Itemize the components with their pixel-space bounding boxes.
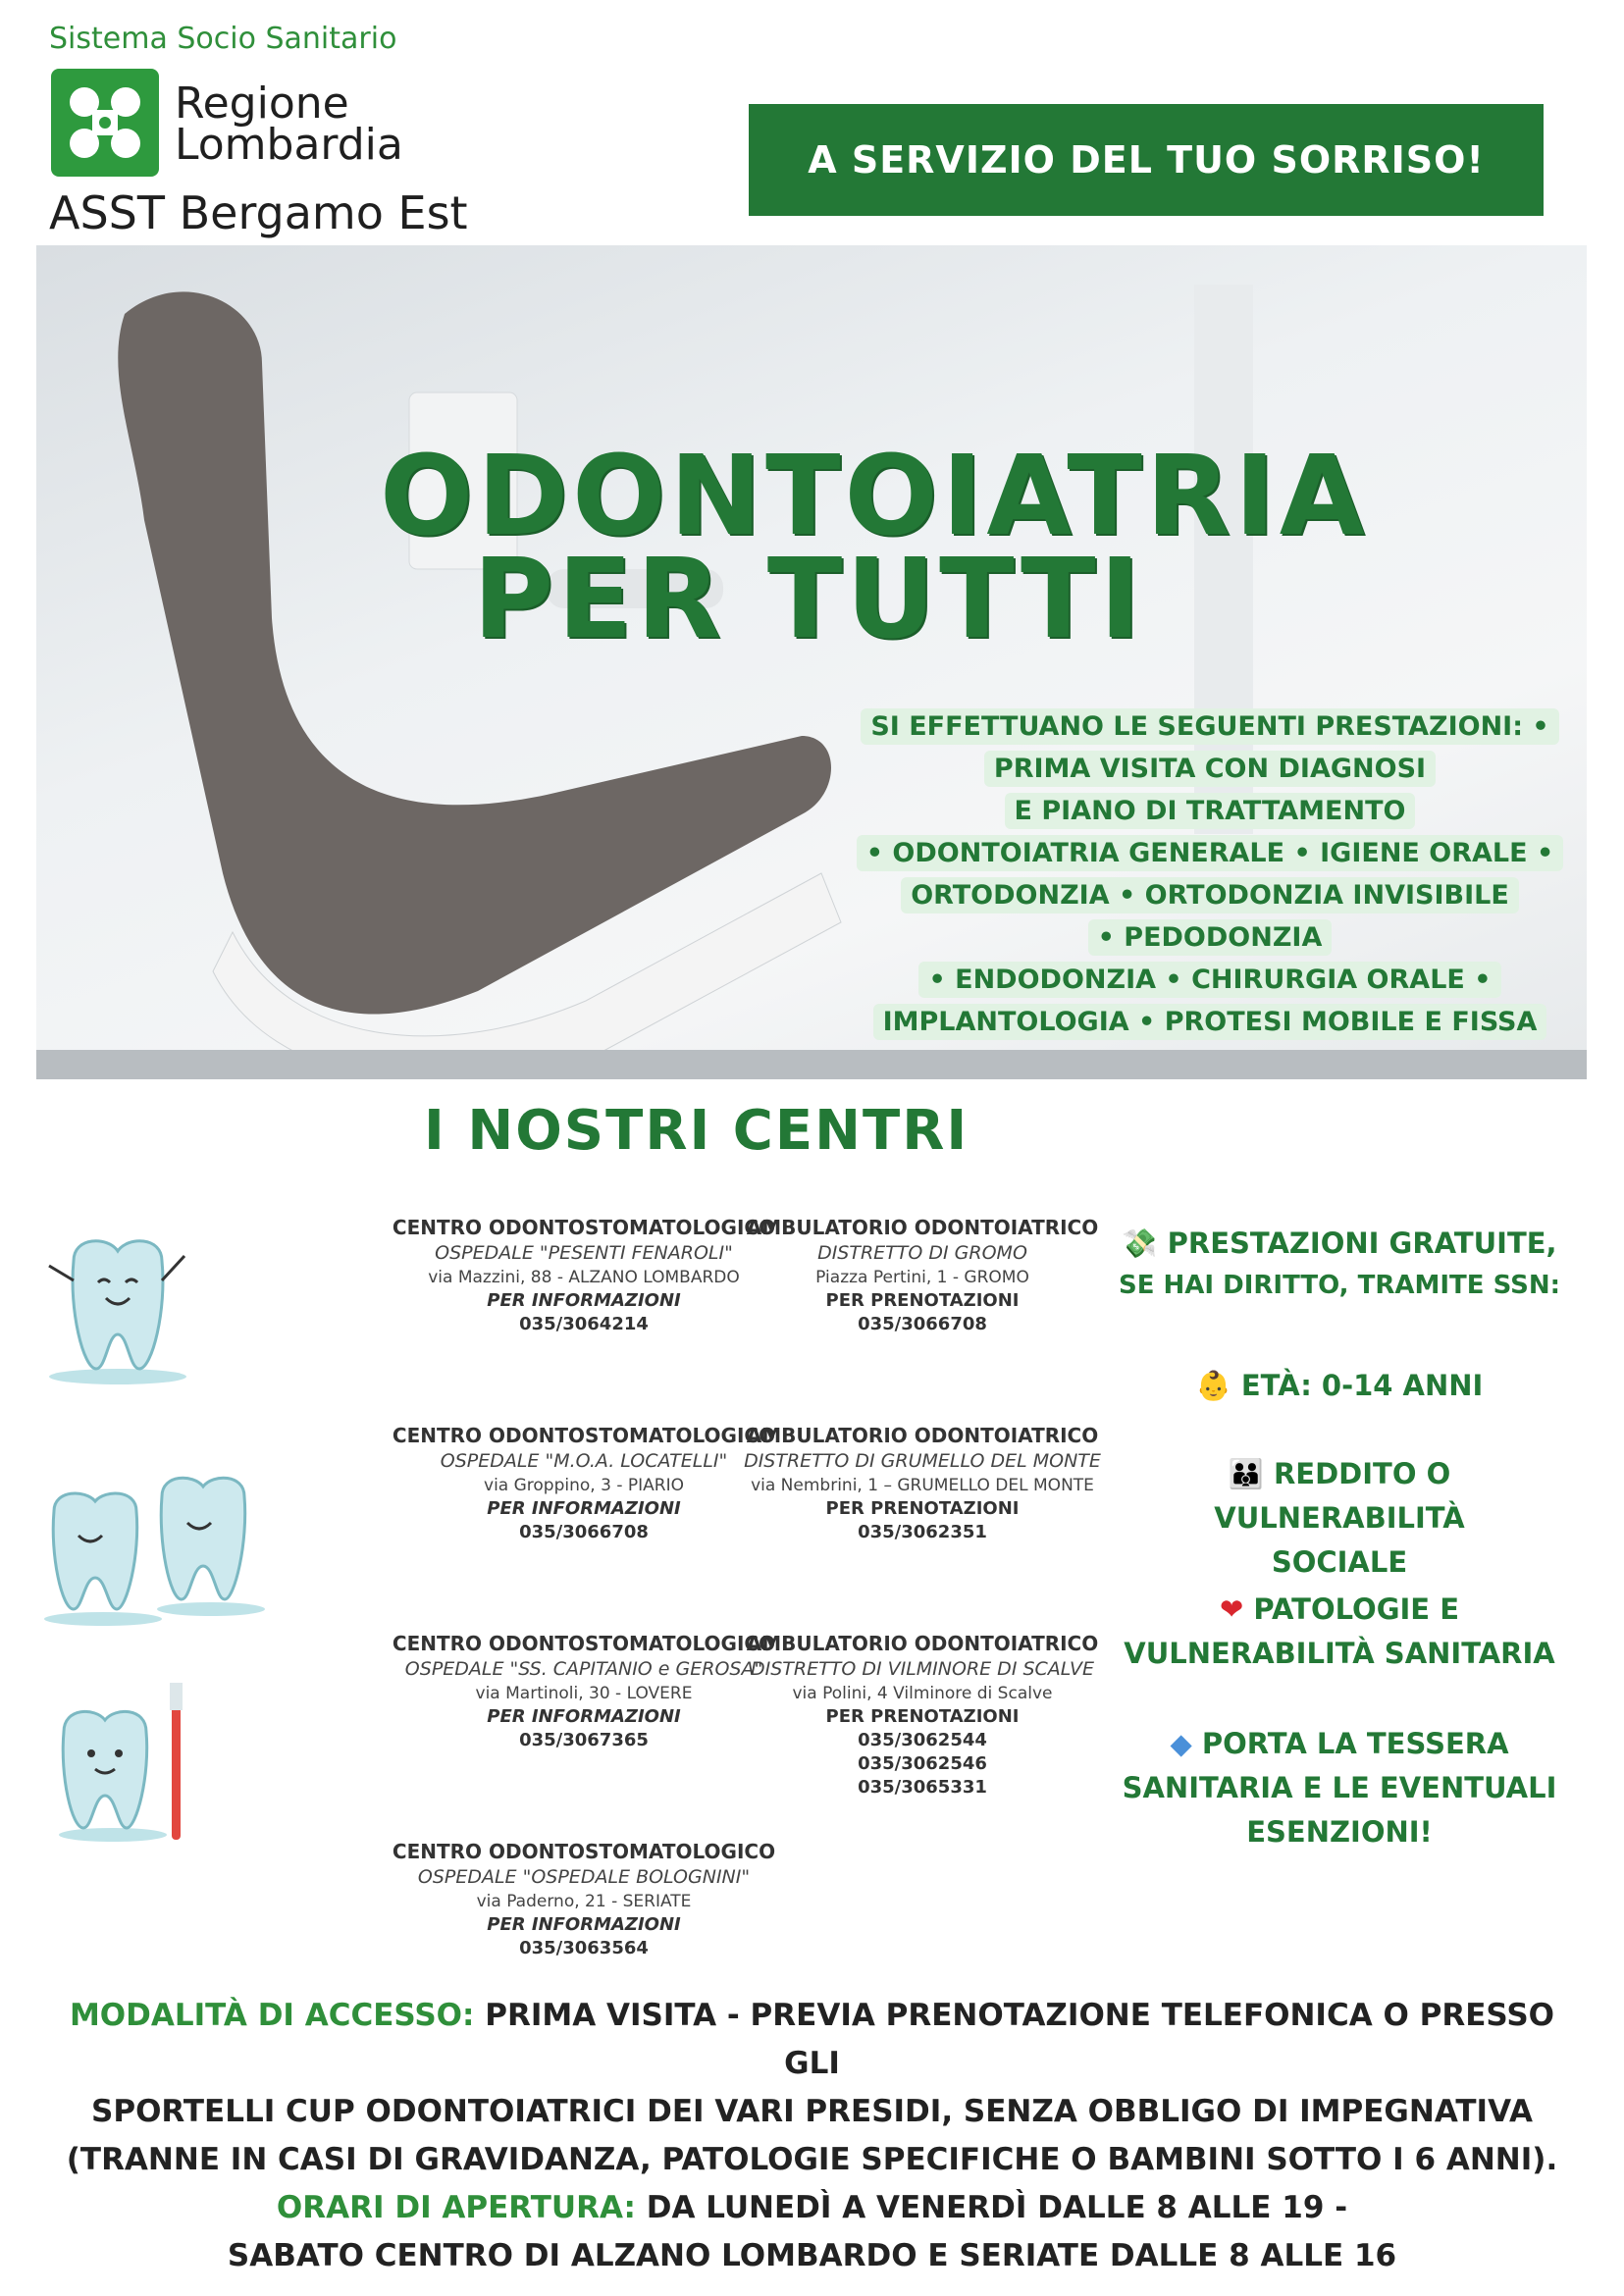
benefit-free-services: 💸 PRESTAZIONI GRATUITE, SE HAI DIRITTO, TRAMITE SSN: bbox=[1118, 1226, 1561, 1300]
center-hospital: OSPEDALE "PESENTI FENAROLI" bbox=[435, 1242, 733, 1264]
service-line: IMPLANTOLOGIA • PROTESI MOBILE E FISSA bbox=[873, 1004, 1547, 1040]
clinic-booking-label: PER PRENOTAZIONI bbox=[825, 1705, 1020, 1727]
service-line: SI EFFETTUANO LE SEGUENTI PRESTAZIONI: • bbox=[861, 708, 1558, 745]
service-line: • ENDODONZIA • CHIRURGIA ORALE • bbox=[918, 962, 1500, 998]
center-phone: 035/3064214 bbox=[519, 1313, 649, 1334]
center-type: CENTRO ODONTOSTOMATOLOGICO bbox=[392, 1840, 776, 1863]
hero-image bbox=[36, 245, 1587, 1079]
slogan-banner: A SERVIZIO DEL TUO SORRISO! bbox=[749, 104, 1544, 216]
hero-title-line1: ODONTOIATRIA bbox=[380, 433, 1369, 560]
hero-title-line2: PER TUTTI bbox=[473, 536, 1145, 663]
service-line: E PIANO DI TRATTAMENTO bbox=[1005, 793, 1416, 829]
clinic-booking-label: PER PRENOTAZIONI bbox=[825, 1497, 1020, 1519]
clinic-address: via Polini, 4 Vilminore di Scalve bbox=[792, 1683, 1053, 1703]
tooth-mascot-icon bbox=[29, 1222, 196, 1388]
center-address: via Martinoli, 30 - LOVERE bbox=[475, 1683, 693, 1703]
center-card bbox=[368, 1839, 800, 1960]
center-type: CENTRO ODONTOSTOMATOLOGICO bbox=[392, 1216, 776, 1239]
center-phone: 035/3063564 bbox=[519, 1937, 649, 1958]
access-text: SPORTELLI CUP ODONTOIATRICI DEI VARI PRESIDI, SENZA OBBLIGO DI IMPEGNATIVA bbox=[91, 2093, 1533, 2129]
center-phone: 035/3067365 bbox=[519, 1729, 649, 1750]
asst-name: ASST Bergamo Est bbox=[49, 186, 468, 239]
region-logo-icon bbox=[51, 69, 159, 177]
center-info-label: PER INFORMAZIONI bbox=[487, 1913, 681, 1935]
center-phone: 035/3066708 bbox=[519, 1521, 649, 1542]
family-icon: 👪 bbox=[1228, 1457, 1264, 1490]
clinic-type: AMBULATORIO ODONTOIATRICO bbox=[746, 1632, 1099, 1655]
clinic-type: AMBULATORIO ODONTOIATRICO bbox=[746, 1216, 1099, 1239]
baby-icon: 👶 bbox=[1195, 1369, 1231, 1402]
money-icon: 💸 bbox=[1122, 1226, 1158, 1260]
hours-text: DA LUNEDÌ A VENERDÌ DALLE 8 ALLE 19 - bbox=[635, 2189, 1348, 2225]
clinic-phone: 035/3062544 bbox=[858, 1729, 987, 1750]
center-address: via Groppino, 3 - PIARIO bbox=[484, 1475, 684, 1495]
diamond-icon: ◆ bbox=[1170, 1727, 1192, 1760]
clinic-address: via Nembrini, 1 – GRUMELLO DEL MONTE bbox=[751, 1475, 1094, 1495]
service-line: • ODONTOIATRIA GENERALE • IGIENE ORALE • bbox=[857, 835, 1563, 871]
clinic-district: DISTRETTO DI GRUMELLO DEL MONTE bbox=[744, 1450, 1101, 1472]
clinic-card bbox=[707, 1215, 1138, 1336]
center-info-label: PER INFORMAZIONI bbox=[487, 1705, 681, 1727]
service-line: • PEDODONZIA bbox=[1088, 919, 1333, 956]
center-type: CENTRO ODONTOSTOMATOLOGICO bbox=[392, 1632, 776, 1655]
service-line: ORTODONZIA • ORTODONZIA INVISIBILE bbox=[901, 877, 1519, 913]
center-address: via Mazzini, 88 - ALZANO LOMBARDO bbox=[428, 1267, 740, 1287]
center-address: via Paderno, 21 - SERIATE bbox=[476, 1891, 692, 1911]
access-info bbox=[39, 1992, 1585, 2280]
heart-icon: ❤ bbox=[1219, 1592, 1244, 1626]
system-label: Sistema Socio Sanitario bbox=[49, 22, 397, 56]
clinic-booking-label: PER PRENOTAZIONI bbox=[825, 1289, 1020, 1311]
clinic-district: DISTRETTO DI GROMO bbox=[817, 1242, 1027, 1264]
centers-title: I NOSTRI CENTRI bbox=[424, 1099, 969, 1163]
clinic-card bbox=[707, 1423, 1138, 1544]
benefit-age: 👶 ETÀ: 0-14 ANNI bbox=[1195, 1369, 1484, 1402]
services-list bbox=[866, 708, 1553, 1040]
clinic-type: AMBULATORIO ODONTOIATRICO bbox=[746, 1424, 1099, 1447]
access-label: MODALITÀ DI ACCESSO: bbox=[69, 1998, 475, 2033]
clinic-phone: 035/3062351 bbox=[858, 1521, 987, 1542]
access-text: PRIMA VISITA - PREVIA PRENOTAZIONE TELEFONICA O PRESSO GLI bbox=[474, 1998, 1555, 2081]
benefit-income: 👪 REDDITO O VULNERABILITÀ SOCIALE bbox=[1214, 1457, 1465, 1579]
benefit-pathologies: ❤ PATOLOGIE E VULNERABILITÀ SANITARIA bbox=[1124, 1592, 1555, 1670]
center-type: CENTRO ODONTOSTOMATOLOGICO bbox=[392, 1424, 776, 1447]
center-hospital: OSPEDALE "M.O.A. LOCATELLI" bbox=[440, 1450, 728, 1472]
center-hospital: OSPEDALE "SS. CAPITANIO e GEROSA" bbox=[404, 1658, 763, 1680]
access-text: (TRANNE IN CASI DI GRAVIDANZA, PATOLOGIE SPECIFICHE O BAMBINI SOTTO I 6 ANNI). bbox=[66, 2141, 1558, 2177]
clinic-phone: 035/3062546 bbox=[858, 1753, 987, 1775]
clinic-phone: 035/3065331 bbox=[858, 1777, 987, 1799]
region-name-line1: Regione bbox=[175, 78, 349, 129]
clinic-district: DISTRETTO DI VILMINORE DI SCALVE bbox=[751, 1658, 1094, 1680]
hours-label: ORARI DI APERTURA: bbox=[276, 2189, 636, 2225]
region-name-line2: Lombardia bbox=[175, 120, 403, 170]
center-info-label: PER INFORMAZIONI bbox=[487, 1497, 681, 1519]
service-line: PRIMA VISITA CON DIAGNOSI bbox=[984, 751, 1436, 787]
center-hospital: OSPEDALE "OSPEDALE BOLOGNINI" bbox=[417, 1866, 751, 1888]
benefit-health-card: ◆ PORTA LA TESSERA SANITARIA E LE EVENTUALI ESENZIONI! bbox=[1122, 1727, 1557, 1849]
clinic-phone: 035/3066708 bbox=[858, 1313, 987, 1334]
center-info-label: PER INFORMAZIONI bbox=[487, 1289, 681, 1311]
clinic-card bbox=[707, 1631, 1138, 1800]
tooth-pair-mascot-icon bbox=[25, 1462, 270, 1629]
hours-text: SABATO CENTRO DI ALZANO LOMBARDO E SERIATE DALLE 8 ALLE 16 bbox=[227, 2237, 1397, 2273]
tooth-toothbrush-mascot-icon bbox=[44, 1673, 211, 1850]
clinic-address: Piazza Pertini, 1 - GROMO bbox=[815, 1267, 1029, 1287]
